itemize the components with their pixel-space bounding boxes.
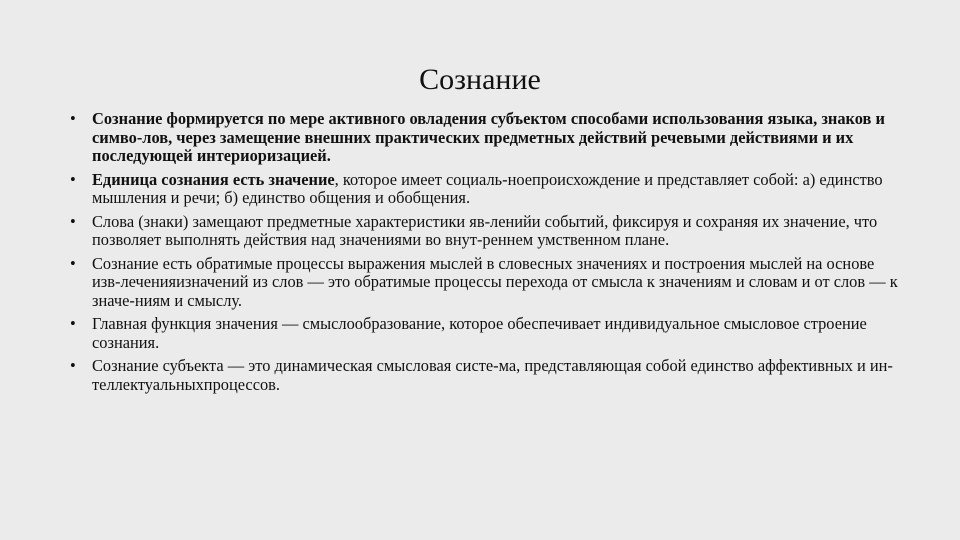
bullet-text: Слова (знаки) замещают предметные характеристики яв-ленийи событий, фиксируя и сохраняя их значение, что позволяет выполнять действия над значениями во внут-реннем умственном плане. [92,211,878,249]
bullet-marker: • [70,253,76,273]
bullet-text: Сознание субъекта — это динамическая смысловая систе-ма, представляющая собой единство аффективных и ин-теллектуальныхпроцессов. [92,356,893,394]
bullet-item [70,213,900,250]
bullet-item [70,315,900,352]
bullet-text: , которое имеет социаль-ноепроисхождение и представляет собой: а) единство мышления и речи; б) единство общения и обобщения. [92,169,883,207]
bullet-text: Главная функция значения — смыслообразование, которое обеспечивает индивидуальное смысловое строение сознания. [92,314,867,352]
bullet-bold-text: Единица сознания есть значение [92,169,335,189]
bullet-item [70,357,900,394]
bullet-item [70,255,900,311]
bullet-marker: • [70,356,76,375]
bullet-list [70,110,900,399]
bullet-marker: • [70,169,76,189]
bullet-marker: • [70,109,76,128]
slide-title: Сознание [419,63,541,96]
bullet-marker: • [70,314,76,333]
bullet-marker: • [70,211,76,231]
bullet-text: Сознание есть обратимые процессы выражения мыслей в словесных значениях и построения мыслей на основе изв-леченияизначений из слов — это обратимые процессы перехода от смысла к значениям и словам и от слов — к значе-ниям и смыслу. [92,253,898,310]
bullet-item [70,171,900,208]
bullet-bold-text: Сознание формируется по мере активного овладения субъектом способами использования языка, знаков и симво-лов, через замещение внешних практических предметных действий речевыми действиями и их последующей интериоризацией. [92,109,885,165]
bullet-item [70,110,900,166]
